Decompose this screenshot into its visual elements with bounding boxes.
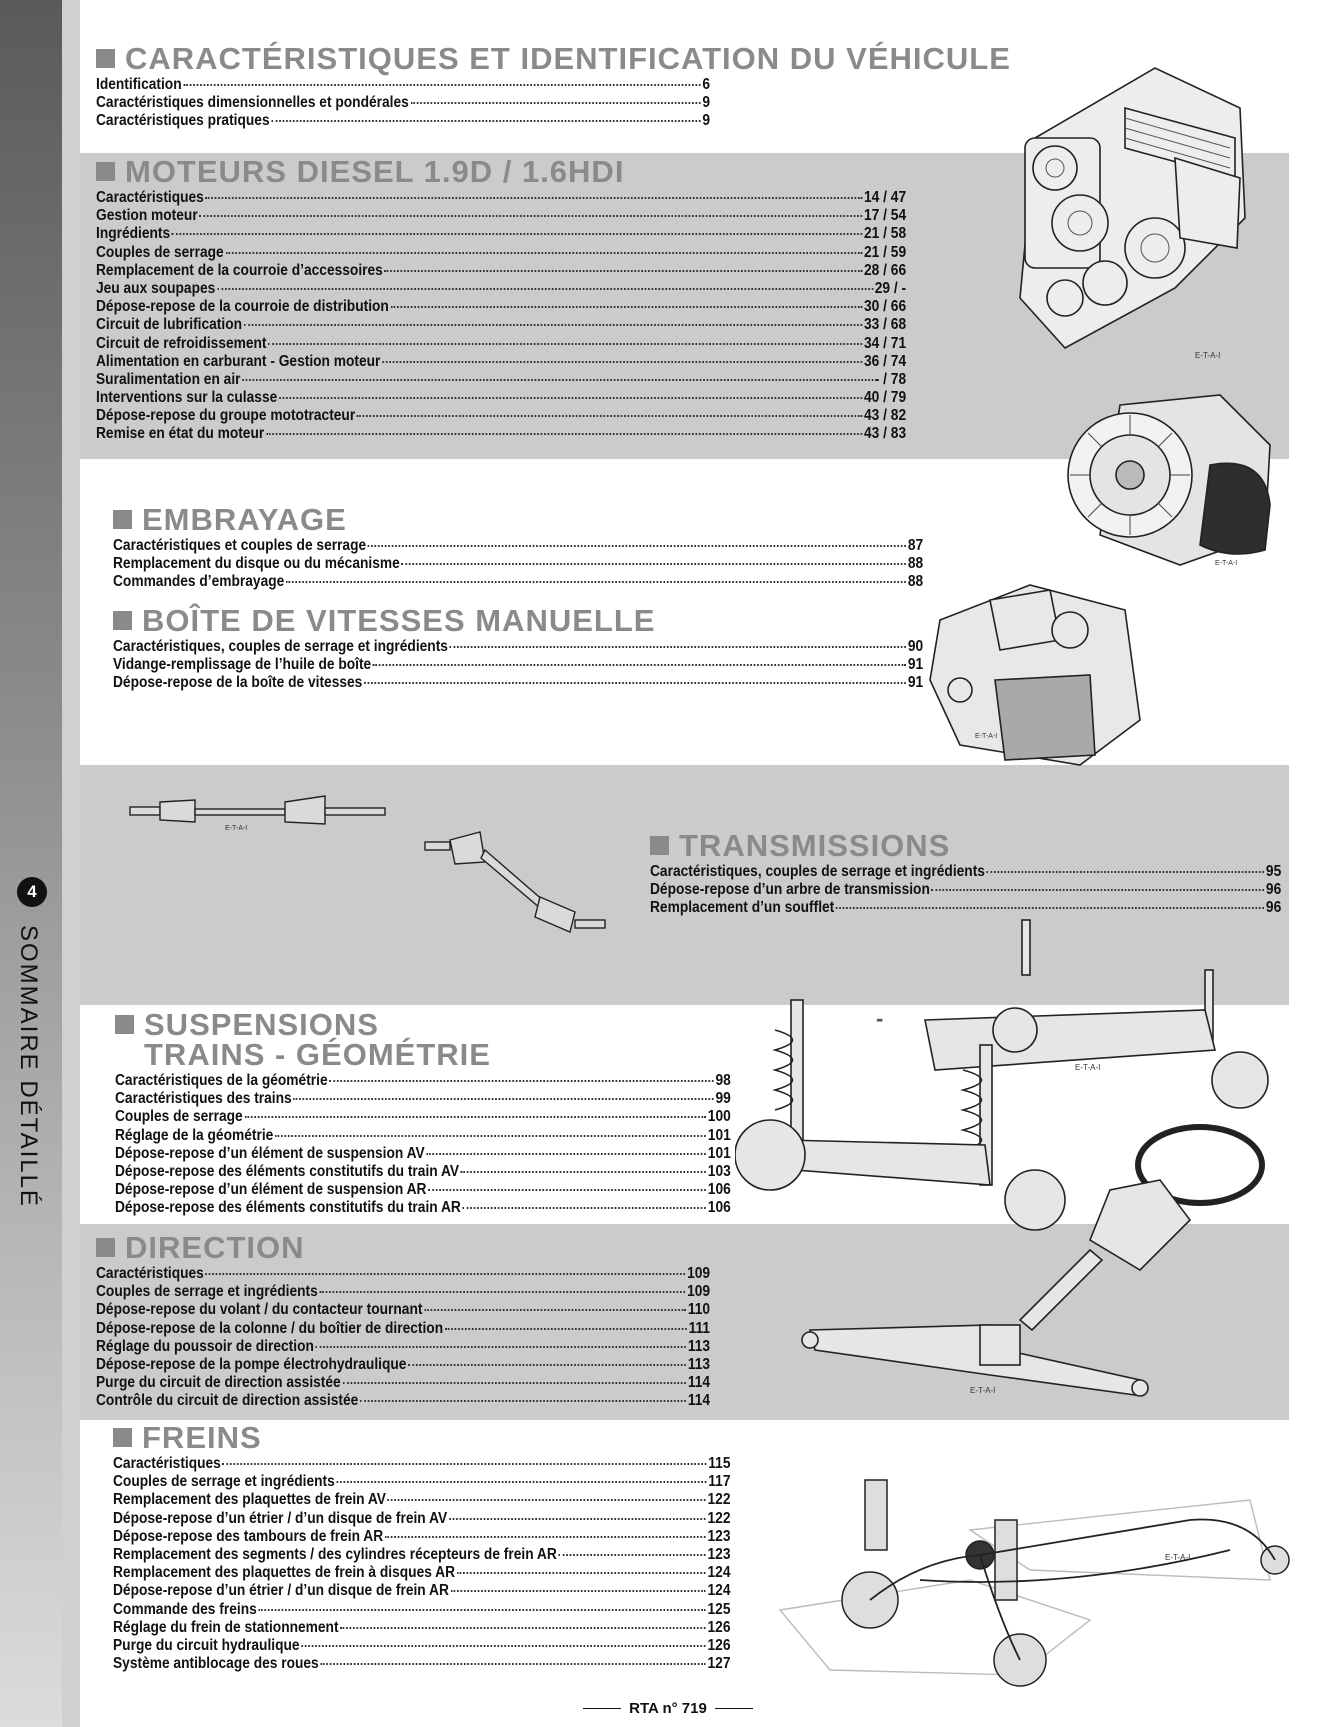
toc-list-embrayage [113,537,1055,592]
svg-text:E-T-A-I: E-T-A-I [1195,351,1221,360]
toc-entry[interactable]: Caractéristiques pratiques 9 [96,112,711,130]
toc-entry[interactable]: Dépose-repose de la boîte de vitesses 91 [113,674,924,692]
section-title: DIRECTION [96,1233,810,1263]
toc-entry[interactable]: Remplacement des plaquettes de frein AV 122 [113,1491,731,1509]
toc-entry[interactable]: Gestion moteur 17 / 54 [96,207,907,225]
section-boite [113,603,1055,693]
engine-illustration [1005,48,1255,368]
footer-rule-left [583,1708,621,1709]
toc-entry[interactable]: Réglage du poussoir de direction 113 [96,1337,711,1355]
toc-entry[interactable]: Couples de serrage 21 / 59 [96,243,907,261]
toc-entry[interactable]: Remplacement de la courroie d’accessoires 28 / 66 [96,261,907,279]
footer-text: RTA n° 719 [629,1700,707,1717]
sidebar [0,0,62,1727]
clutch-illustration [1060,385,1275,575]
toc-entry[interactable]: Caractéristiques 14 / 47 [96,189,907,206]
toc-entry[interactable]: Suralimentation en air - / 78 [96,370,907,388]
svg-text:E-T-A-I: E-T-A-I [970,1386,996,1395]
toc-entry[interactable]: Caractéristiques, couples de serrage et ingrédients 95 [650,863,1282,880]
toc-entry[interactable]: Caractéristiques dimensionnelles et pondérales 9 [96,94,711,112]
section-suspensions [115,1007,831,1218]
footer-rule-right [715,1708,753,1709]
toc-list-transmissions [650,863,1336,918]
toc-entry[interactable]: Dépose-repose du groupe mototracteur 43 / 82 [96,407,907,425]
toc-entry[interactable]: Identification 6 [96,76,711,93]
toc-entry[interactable]: Vidange-remplissage de l’huile de boîte 91 [113,656,924,674]
toc-entry[interactable]: Dépose-repose de la colonne / du boîtier de direction 111 [96,1319,711,1337]
toc-list-moteurs [96,189,1038,444]
toc-entry[interactable]: Alimentation en carburant - Gestion moteur 36 / 74 [96,352,907,370]
section-embrayage [113,502,1055,592]
section-title: EMBRAYAGE [113,505,1055,535]
toc-entry[interactable]: Caractéristiques, couples de serrage et ingrédients 90 [113,638,924,655]
toc-entry[interactable]: Dépose-repose d’un étrier / d’un disque de frein AV 122 [113,1509,731,1527]
section-direction [96,1230,810,1411]
svg-text:E-T-A-I: E-T-A-I [975,733,998,740]
toc-entry[interactable]: Dépose-repose du volant / du contacteur tournant 110 [96,1301,711,1319]
toc-entry[interactable]: Couples de serrage 100 [115,1108,731,1126]
toc-entry[interactable]: Circuit de lubrification 33 / 68 [96,316,907,334]
steering-illustration [790,1110,1290,1430]
toc-entry[interactable]: Remplacement des segments / des cylindres récepteurs de frein AR 123 [113,1545,731,1563]
toc-list-suspensions [115,1072,831,1218]
toc-entry[interactable]: Contrôle du circuit de direction assistée 114 [96,1392,711,1410]
toc-entry[interactable]: Caractéristiques 109 [96,1265,711,1282]
section-bullet [650,836,669,855]
toc-entry[interactable]: Dépose-repose d’un arbre de transmission 96 [650,881,1282,899]
section-bullet [113,611,132,630]
toc-entry[interactable]: Dépose-repose d’un étrier / d’un disque de frein AR 124 [113,1582,731,1600]
sidebar-title: SOMMAIRE DÉTAILLÉ [15,925,42,1208]
toc-entry[interactable]: Dépose-repose des éléments constitutifs du train AR 106 [115,1199,731,1217]
section-bullet [96,49,115,68]
toc-entry[interactable]: Remplacement des plaquettes de frein à disques AR 124 [113,1564,731,1582]
toc-entry[interactable]: Jeu aux soupapes 29 / - [96,279,907,297]
toc-entry[interactable]: Réglage de la géométrie 101 [115,1126,731,1144]
toc-entry[interactable]: Dépose-repose de la courroie de distribution 30 / 66 [96,298,907,316]
toc-entry[interactable]: Purge du circuit hydraulique 126 [113,1636,731,1654]
toc-entry[interactable]: Dépose-repose d’un élément de suspension AV 101 [115,1144,731,1162]
toc-entry[interactable]: Dépose-repose des éléments constitutifs du train AV 103 [115,1162,731,1180]
section-freins [113,1420,831,1673]
toc-list-boite [113,638,1055,693]
section-caracteristiques [96,41,1011,131]
toc-entry[interactable]: Interventions sur la culasse 40 / 79 [96,389,907,407]
toc-entry[interactable]: Réglage du frein de stationnement 126 [113,1618,731,1636]
toc-entry[interactable]: Caractéristiques de la géométrie 98 [115,1072,731,1089]
section-title-line2: TRAINS - GÉOMÉTRIE [144,1037,491,1072]
toc-list-caracteristiques [96,76,810,131]
section-bullet [113,510,132,529]
footer [0,1700,1336,1717]
toc-entry[interactable]: Commandes d’embrayage 88 [113,573,924,591]
driveshaft-illustration [125,782,635,957]
toc-entry[interactable]: Ingrédients 21 / 58 [96,225,907,243]
toc-entry[interactable]: Caractéristiques et couples de serrage 87 [113,537,924,554]
toc-entry[interactable]: Commande des freins 125 [113,1600,731,1618]
stray-dash: - [876,1006,884,1031]
toc-entry[interactable]: Caractéristiques 115 [113,1455,731,1472]
toc-entry[interactable]: Circuit de refroidissement 34 / 71 [96,334,907,352]
section-title: TRANSMISSIONS [650,831,1336,861]
toc-entry[interactable]: Dépose-repose des tambours de frein AR 123 [113,1527,731,1545]
toc-entry[interactable]: Caractéristiques des trains 99 [115,1090,731,1108]
section-moteurs [96,154,1038,444]
toc-entry[interactable]: Remplacement du disque ou du mécanisme 88 [113,555,924,573]
toc-entry[interactable]: Remise en état du moteur 43 / 83 [96,425,907,443]
svg-text:E-T-A-I: E-T-A-I [1215,560,1238,567]
section-bullet [115,1015,134,1034]
toc-entry[interactable]: Remplacement d’un soufflet 96 [650,899,1282,917]
sidebar-inner-band [62,0,80,1727]
section-title: BOÎTE DE VITESSES MANUELLE [113,606,1055,636]
toc-entry[interactable]: Couples de serrage et ingrédients 117 [113,1473,731,1491]
toc-entry[interactable]: Purge du circuit de direction assistée 114 [96,1374,711,1392]
page-number-badge: 4 [17,877,47,907]
section-bullet [96,1238,115,1257]
section-title: CARACTÉRISTIQUES ET IDENTIFICATION DU VÉHICULE [96,44,810,74]
section-transmissions [650,828,1336,918]
toc-entry[interactable]: Dépose-repose d’un élément de suspension AR 106 [115,1181,731,1199]
section-bullet [96,162,115,181]
toc-entry[interactable]: Couples de serrage et ingrédients 109 [96,1283,711,1301]
toc-entry[interactable]: Dépose-repose de la pompe électrohydraulique 113 [96,1355,711,1373]
toc-list-freins [113,1455,831,1673]
section-title: FREINS [113,1423,831,1453]
section-bullet [113,1428,132,1447]
section-title: SUSPENSIONS [115,1010,831,1040]
section-title: MOTEURS DIESEL 1.9D / 1.6HDI [96,157,1038,187]
toc-entry[interactable]: Système antiblocage des roues 127 [113,1655,731,1673]
brakes-illustration [770,1460,1290,1695]
svg-text:E-T-A-I: E-T-A-I [1165,1553,1191,1562]
toc-list-direction [96,1265,810,1411]
svg-text:E-T-A-I: E-T-A-I [1075,1063,1101,1072]
svg-text:E-T-A-I: E-T-A-I [225,825,248,832]
